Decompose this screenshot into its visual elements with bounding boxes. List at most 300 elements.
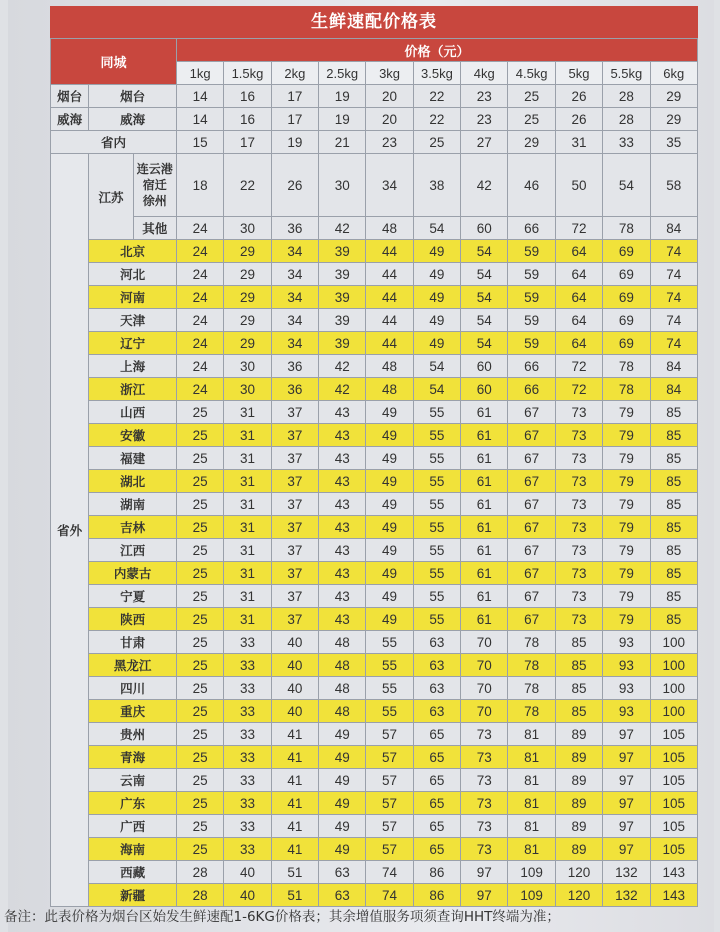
price-cell: 57 bbox=[366, 769, 413, 792]
table-row bbox=[51, 240, 698, 263]
price-cell: 37 bbox=[271, 447, 318, 470]
price-cell: 25 bbox=[508, 108, 555, 131]
price-cell: 43 bbox=[319, 608, 366, 631]
city-label: 其他 bbox=[133, 217, 176, 240]
price-cell: 59 bbox=[508, 309, 555, 332]
weight-header: 1kg bbox=[176, 62, 223, 85]
price-cell: 28 bbox=[176, 861, 223, 884]
price-cell: 73 bbox=[461, 792, 508, 815]
price-cell: 41 bbox=[271, 723, 318, 746]
price-cell: 43 bbox=[319, 424, 366, 447]
price-cell: 57 bbox=[366, 815, 413, 838]
price-cell: 100 bbox=[650, 654, 697, 677]
price-cell: 36 bbox=[271, 217, 318, 240]
price-cell: 78 bbox=[508, 677, 555, 700]
price-cell: 40 bbox=[224, 884, 271, 907]
price-cell: 37 bbox=[271, 470, 318, 493]
price-cell: 84 bbox=[650, 355, 697, 378]
price-cell: 79 bbox=[603, 539, 650, 562]
price-cell: 69 bbox=[603, 263, 650, 286]
province-label: 甘肃 bbox=[89, 631, 177, 654]
price-cell: 15 bbox=[176, 131, 223, 154]
price-cell: 39 bbox=[319, 332, 366, 355]
price-cell: 19 bbox=[271, 131, 318, 154]
price-cell: 25 bbox=[176, 677, 223, 700]
province-label: 浙江 bbox=[89, 378, 177, 401]
price-cell: 59 bbox=[508, 240, 555, 263]
price-cell: 78 bbox=[603, 378, 650, 401]
price-cell: 20 bbox=[366, 85, 413, 108]
price-cell: 61 bbox=[461, 447, 508, 470]
table-row bbox=[51, 769, 698, 792]
price-cell: 33 bbox=[224, 769, 271, 792]
price-cell: 23 bbox=[461, 108, 508, 131]
price-cell: 17 bbox=[271, 108, 318, 131]
price-cell: 78 bbox=[508, 654, 555, 677]
price-cell: 79 bbox=[603, 608, 650, 631]
price-cell: 44 bbox=[366, 263, 413, 286]
city-group-label: 烟台 bbox=[51, 85, 89, 108]
price-cell: 69 bbox=[603, 286, 650, 309]
price-cell: 25 bbox=[176, 608, 223, 631]
price-cell: 81 bbox=[508, 815, 555, 838]
province-label: 安徽 bbox=[89, 424, 177, 447]
price-cell: 49 bbox=[319, 723, 366, 746]
province-label: 天津 bbox=[89, 309, 177, 332]
price-cell: 78 bbox=[603, 217, 650, 240]
price-cell: 74 bbox=[650, 263, 697, 286]
table-row bbox=[51, 838, 698, 861]
table-row bbox=[51, 355, 698, 378]
price-cell: 24 bbox=[176, 217, 223, 240]
price-cell: 61 bbox=[461, 539, 508, 562]
price-cell: 74 bbox=[650, 309, 697, 332]
price-cell: 69 bbox=[603, 240, 650, 263]
price-cell: 81 bbox=[508, 769, 555, 792]
price-cell: 25 bbox=[176, 815, 223, 838]
price-cell: 73 bbox=[461, 769, 508, 792]
table-row bbox=[51, 447, 698, 470]
province-label: 上海 bbox=[89, 355, 177, 378]
price-cell: 55 bbox=[413, 562, 460, 585]
price-cell: 93 bbox=[603, 654, 650, 677]
weight-header: 3.5kg bbox=[413, 62, 460, 85]
price-cell: 49 bbox=[366, 470, 413, 493]
price-cell: 97 bbox=[461, 884, 508, 907]
price-cell: 63 bbox=[413, 700, 460, 723]
price-cell: 89 bbox=[555, 723, 602, 746]
price-cell: 55 bbox=[366, 677, 413, 700]
weight-header: 2.5kg bbox=[319, 62, 366, 85]
price-cell: 97 bbox=[603, 769, 650, 792]
price-cell: 39 bbox=[319, 240, 366, 263]
price-cell: 89 bbox=[555, 792, 602, 815]
price-cell: 63 bbox=[413, 654, 460, 677]
price-cell: 29 bbox=[224, 309, 271, 332]
price-cell: 84 bbox=[650, 217, 697, 240]
price-cell: 50 bbox=[555, 154, 602, 217]
price-cell: 39 bbox=[319, 286, 366, 309]
price-cell: 25 bbox=[413, 131, 460, 154]
price-cell: 29 bbox=[224, 240, 271, 263]
price-cell: 25 bbox=[176, 562, 223, 585]
price-cell: 21 bbox=[319, 131, 366, 154]
weight-header: 3kg bbox=[366, 62, 413, 85]
price-unit-header: 价格（元） bbox=[176, 39, 697, 62]
price-cell: 85 bbox=[555, 700, 602, 723]
price-cell: 79 bbox=[603, 424, 650, 447]
price-cell: 49 bbox=[366, 493, 413, 516]
price-cell: 78 bbox=[508, 700, 555, 723]
price-cell: 70 bbox=[461, 631, 508, 654]
price-cell: 67 bbox=[508, 585, 555, 608]
price-cell: 54 bbox=[461, 240, 508, 263]
price-cell: 48 bbox=[319, 700, 366, 723]
price-cell: 93 bbox=[603, 631, 650, 654]
price-cell: 105 bbox=[650, 746, 697, 769]
price-cell: 84 bbox=[650, 378, 697, 401]
price-cell: 85 bbox=[650, 516, 697, 539]
price-cell: 61 bbox=[461, 401, 508, 424]
province-label: 内蒙古 bbox=[89, 562, 177, 585]
price-cell: 54 bbox=[413, 378, 460, 401]
price-cell: 44 bbox=[366, 332, 413, 355]
price-cell: 64 bbox=[555, 286, 602, 309]
price-cell: 36 bbox=[271, 355, 318, 378]
price-cell: 55 bbox=[413, 516, 460, 539]
price-cell: 43 bbox=[319, 401, 366, 424]
price-cell: 79 bbox=[603, 447, 650, 470]
province-label: 河南 bbox=[89, 286, 177, 309]
price-cell: 43 bbox=[319, 470, 366, 493]
price-cell: 61 bbox=[461, 424, 508, 447]
province-label: 湖北 bbox=[89, 470, 177, 493]
price-cell: 61 bbox=[461, 608, 508, 631]
price-cell: 49 bbox=[413, 240, 460, 263]
city-label: 威海 bbox=[89, 108, 177, 131]
price-cell: 89 bbox=[555, 815, 602, 838]
price-cell: 89 bbox=[555, 769, 602, 792]
price-cell: 67 bbox=[508, 539, 555, 562]
price-cell: 42 bbox=[319, 355, 366, 378]
province-label: 广西 bbox=[89, 815, 177, 838]
price-cell: 49 bbox=[413, 309, 460, 332]
price-cell: 93 bbox=[603, 677, 650, 700]
price-cell: 143 bbox=[650, 884, 697, 907]
price-cell: 41 bbox=[271, 838, 318, 861]
price-cell: 85 bbox=[650, 608, 697, 631]
price-cell: 79 bbox=[603, 562, 650, 585]
price-document bbox=[50, 6, 698, 907]
price-cell: 25 bbox=[176, 539, 223, 562]
table-row bbox=[51, 746, 698, 769]
table-row bbox=[51, 792, 698, 815]
price-cell: 37 bbox=[271, 493, 318, 516]
table-row bbox=[51, 884, 698, 907]
price-cell: 85 bbox=[650, 585, 697, 608]
province-label: 江苏 bbox=[89, 154, 133, 240]
price-cell: 73 bbox=[555, 608, 602, 631]
price-cell: 29 bbox=[224, 263, 271, 286]
table-row bbox=[51, 516, 698, 539]
price-cell: 49 bbox=[366, 539, 413, 562]
table-row bbox=[51, 677, 698, 700]
price-cell: 70 bbox=[461, 700, 508, 723]
price-cell: 64 bbox=[555, 263, 602, 286]
price-cell: 31 bbox=[224, 516, 271, 539]
province-label: 江西 bbox=[89, 539, 177, 562]
price-cell: 37 bbox=[271, 516, 318, 539]
price-cell: 73 bbox=[461, 723, 508, 746]
table-row bbox=[51, 539, 698, 562]
price-cell: 59 bbox=[508, 263, 555, 286]
price-cell: 42 bbox=[319, 378, 366, 401]
price-cell: 73 bbox=[555, 516, 602, 539]
table-row bbox=[51, 815, 698, 838]
price-cell: 85 bbox=[555, 631, 602, 654]
city-group-label: 威海 bbox=[51, 108, 89, 131]
price-cell: 25 bbox=[176, 470, 223, 493]
price-cell: 24 bbox=[176, 286, 223, 309]
price-cell: 81 bbox=[508, 838, 555, 861]
price-cell: 54 bbox=[461, 263, 508, 286]
price-table bbox=[50, 38, 698, 907]
table-row bbox=[51, 861, 698, 884]
price-cell: 89 bbox=[555, 746, 602, 769]
price-cell: 67 bbox=[508, 562, 555, 585]
price-cell: 79 bbox=[603, 585, 650, 608]
table-row bbox=[51, 85, 698, 108]
price-cell: 26 bbox=[555, 108, 602, 131]
province-label: 吉林 bbox=[89, 516, 177, 539]
province-label: 福建 bbox=[89, 447, 177, 470]
province-label: 北京 bbox=[89, 240, 177, 263]
region-label: 省内 bbox=[51, 131, 177, 154]
price-cell: 40 bbox=[271, 654, 318, 677]
price-cell: 65 bbox=[413, 838, 460, 861]
price-cell: 72 bbox=[555, 355, 602, 378]
price-cell: 64 bbox=[555, 240, 602, 263]
price-cell: 55 bbox=[413, 493, 460, 516]
price-cell: 61 bbox=[461, 470, 508, 493]
local-header: 同城 bbox=[51, 39, 177, 85]
price-cell: 55 bbox=[413, 539, 460, 562]
price-cell: 57 bbox=[366, 838, 413, 861]
price-cell: 61 bbox=[461, 562, 508, 585]
price-cell: 49 bbox=[413, 332, 460, 355]
price-cell: 34 bbox=[366, 154, 413, 217]
weight-header: 5kg bbox=[555, 62, 602, 85]
price-cell: 65 bbox=[413, 769, 460, 792]
price-cell: 59 bbox=[508, 332, 555, 355]
price-cell: 85 bbox=[555, 677, 602, 700]
price-cell: 100 bbox=[650, 631, 697, 654]
price-cell: 55 bbox=[413, 470, 460, 493]
price-cell: 61 bbox=[461, 516, 508, 539]
price-cell: 22 bbox=[413, 85, 460, 108]
price-cell: 55 bbox=[366, 654, 413, 677]
price-cell: 33 bbox=[224, 700, 271, 723]
price-cell: 24 bbox=[176, 263, 223, 286]
price-cell: 57 bbox=[366, 723, 413, 746]
province-label: 云南 bbox=[89, 769, 177, 792]
price-cell: 54 bbox=[461, 332, 508, 355]
table-row bbox=[51, 700, 698, 723]
price-cell: 49 bbox=[319, 769, 366, 792]
city-list-label: 连云港 宿迁 徐州 bbox=[133, 154, 176, 217]
table-row bbox=[51, 424, 698, 447]
price-cell: 54 bbox=[461, 309, 508, 332]
price-cell: 29 bbox=[224, 286, 271, 309]
price-cell: 67 bbox=[508, 516, 555, 539]
price-cell: 60 bbox=[461, 217, 508, 240]
price-cell: 25 bbox=[176, 424, 223, 447]
table-row bbox=[51, 493, 698, 516]
price-cell: 43 bbox=[319, 539, 366, 562]
price-cell: 85 bbox=[650, 539, 697, 562]
province-label: 湖南 bbox=[89, 493, 177, 516]
price-cell: 25 bbox=[176, 516, 223, 539]
price-cell: 42 bbox=[461, 154, 508, 217]
price-cell: 64 bbox=[555, 332, 602, 355]
price-cell: 58 bbox=[650, 154, 697, 217]
table-row bbox=[51, 309, 698, 332]
table-row bbox=[51, 608, 698, 631]
table-row bbox=[51, 401, 698, 424]
price-cell: 132 bbox=[603, 884, 650, 907]
price-cell: 31 bbox=[224, 539, 271, 562]
price-cell: 73 bbox=[461, 838, 508, 861]
price-cell: 49 bbox=[319, 815, 366, 838]
price-cell: 41 bbox=[271, 769, 318, 792]
price-cell: 54 bbox=[603, 154, 650, 217]
price-cell: 25 bbox=[176, 585, 223, 608]
price-cell: 22 bbox=[413, 108, 460, 131]
price-cell: 29 bbox=[224, 332, 271, 355]
price-cell: 65 bbox=[413, 792, 460, 815]
weight-header: 4.5kg bbox=[508, 62, 555, 85]
price-cell: 54 bbox=[413, 355, 460, 378]
price-cell: 55 bbox=[413, 608, 460, 631]
price-cell: 31 bbox=[555, 131, 602, 154]
price-cell: 25 bbox=[176, 838, 223, 861]
price-cell: 81 bbox=[508, 723, 555, 746]
price-cell: 67 bbox=[508, 401, 555, 424]
price-cell: 25 bbox=[508, 85, 555, 108]
price-cell: 40 bbox=[271, 631, 318, 654]
price-cell: 37 bbox=[271, 424, 318, 447]
price-cell: 70 bbox=[461, 677, 508, 700]
price-cell: 72 bbox=[555, 378, 602, 401]
price-cell: 97 bbox=[603, 723, 650, 746]
province-label: 宁夏 bbox=[89, 585, 177, 608]
table-row bbox=[51, 263, 698, 286]
price-cell: 17 bbox=[271, 85, 318, 108]
price-cell: 33 bbox=[224, 815, 271, 838]
price-cell: 35 bbox=[650, 131, 697, 154]
price-cell: 105 bbox=[650, 815, 697, 838]
price-cell: 25 bbox=[176, 493, 223, 516]
price-cell: 55 bbox=[366, 700, 413, 723]
page-title: 生鲜速配价格表 bbox=[50, 6, 698, 38]
price-cell: 73 bbox=[461, 746, 508, 769]
province-label: 贵州 bbox=[89, 723, 177, 746]
province-label: 重庆 bbox=[89, 700, 177, 723]
price-cell: 61 bbox=[461, 585, 508, 608]
table-row bbox=[51, 154, 698, 217]
price-cell: 73 bbox=[555, 424, 602, 447]
price-cell: 25 bbox=[176, 631, 223, 654]
price-cell: 63 bbox=[319, 884, 366, 907]
weight-header: 6kg bbox=[650, 62, 697, 85]
price-cell: 46 bbox=[508, 154, 555, 217]
price-cell: 41 bbox=[271, 746, 318, 769]
table-row bbox=[51, 723, 698, 746]
price-cell: 109 bbox=[508, 861, 555, 884]
price-cell: 81 bbox=[508, 746, 555, 769]
price-cell: 49 bbox=[319, 746, 366, 769]
price-cell: 69 bbox=[603, 309, 650, 332]
price-cell: 33 bbox=[603, 131, 650, 154]
price-cell: 85 bbox=[555, 654, 602, 677]
price-cell: 33 bbox=[224, 838, 271, 861]
price-cell: 60 bbox=[461, 378, 508, 401]
price-cell: 63 bbox=[319, 861, 366, 884]
price-cell: 29 bbox=[650, 85, 697, 108]
price-cell: 59 bbox=[508, 286, 555, 309]
price-cell: 24 bbox=[176, 332, 223, 355]
price-cell: 86 bbox=[413, 861, 460, 884]
price-cell: 30 bbox=[224, 217, 271, 240]
price-cell: 55 bbox=[413, 585, 460, 608]
price-cell: 55 bbox=[413, 424, 460, 447]
price-cell: 54 bbox=[413, 217, 460, 240]
price-cell: 49 bbox=[366, 447, 413, 470]
price-cell: 65 bbox=[413, 723, 460, 746]
province-label: 黑龙江 bbox=[89, 654, 177, 677]
price-cell: 31 bbox=[224, 424, 271, 447]
price-cell: 55 bbox=[366, 631, 413, 654]
price-cell: 40 bbox=[271, 677, 318, 700]
price-cell: 33 bbox=[224, 792, 271, 815]
price-cell: 78 bbox=[603, 355, 650, 378]
price-cell: 49 bbox=[366, 424, 413, 447]
price-cell: 65 bbox=[413, 815, 460, 838]
price-cell: 79 bbox=[603, 493, 650, 516]
price-cell: 25 bbox=[176, 723, 223, 746]
weight-header: 5.5kg bbox=[603, 62, 650, 85]
price-cell: 24 bbox=[176, 355, 223, 378]
price-cell: 74 bbox=[366, 884, 413, 907]
price-cell: 14 bbox=[176, 85, 223, 108]
price-cell: 85 bbox=[650, 470, 697, 493]
city-label: 烟台 bbox=[89, 85, 177, 108]
province-label: 西藏 bbox=[89, 861, 177, 884]
price-cell: 73 bbox=[555, 447, 602, 470]
price-cell: 97 bbox=[603, 838, 650, 861]
province-label: 陕西 bbox=[89, 608, 177, 631]
price-cell: 72 bbox=[555, 217, 602, 240]
price-cell: 33 bbox=[224, 654, 271, 677]
price-cell: 42 bbox=[319, 217, 366, 240]
weight-header: 2kg bbox=[271, 62, 318, 85]
price-cell: 43 bbox=[319, 493, 366, 516]
province-label: 海南 bbox=[89, 838, 177, 861]
price-cell: 34 bbox=[271, 240, 318, 263]
price-cell: 55 bbox=[413, 401, 460, 424]
table-row bbox=[51, 585, 698, 608]
province-label: 青海 bbox=[89, 746, 177, 769]
